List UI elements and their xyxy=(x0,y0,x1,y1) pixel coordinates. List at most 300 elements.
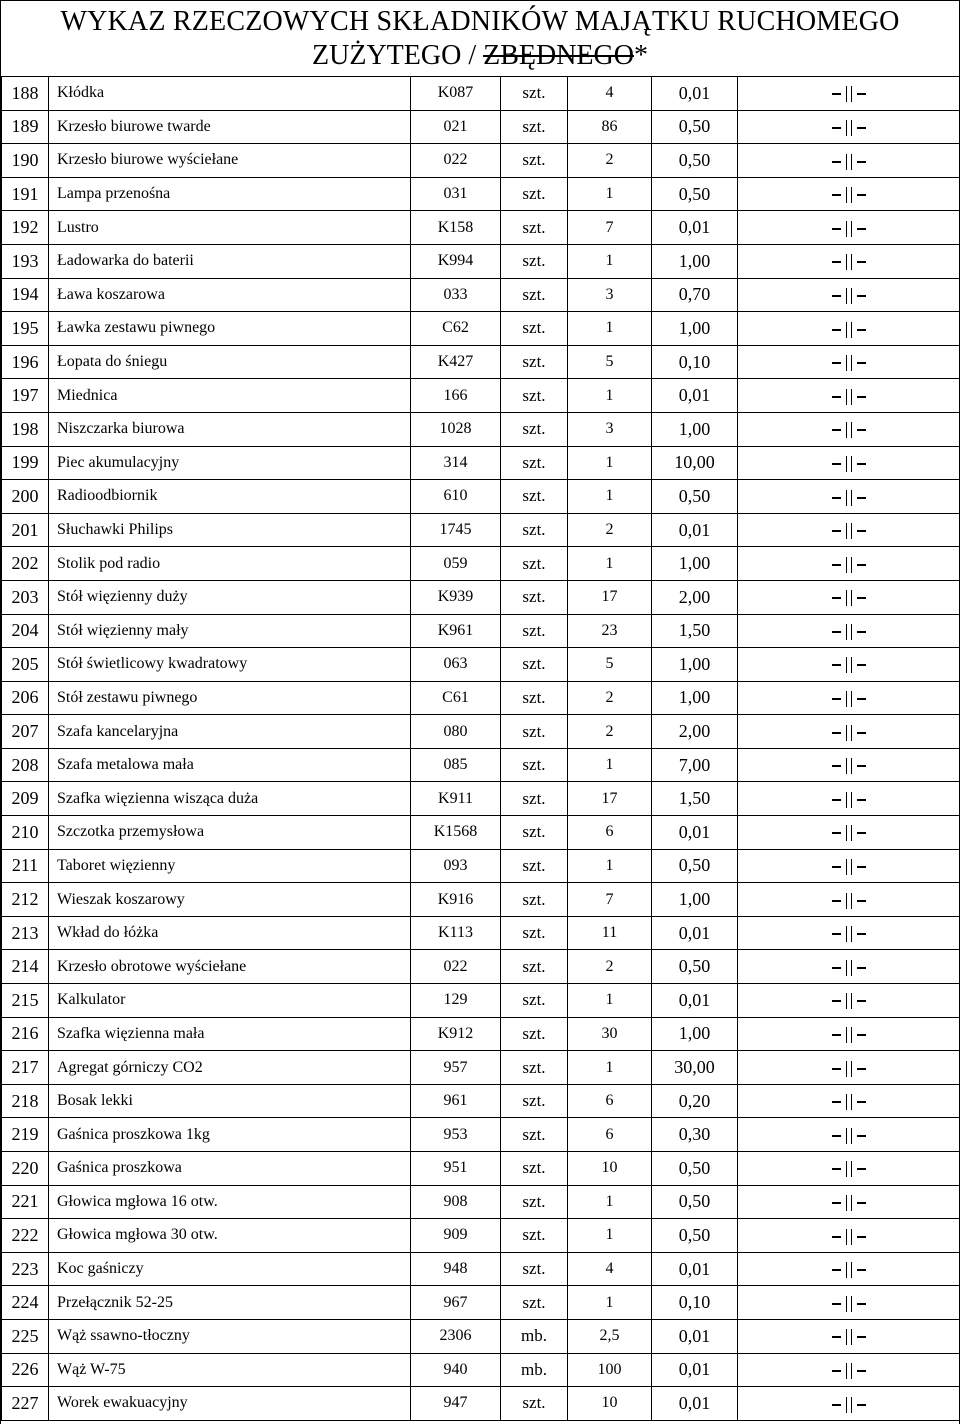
item-value: 30,00 xyxy=(652,1051,738,1085)
double-bar-icon xyxy=(846,590,852,606)
double-bar-icon xyxy=(846,624,852,640)
item-code: 953 xyxy=(411,1118,501,1152)
table-row xyxy=(2,513,960,547)
item-code: 129 xyxy=(411,984,501,1018)
table-row xyxy=(2,379,960,413)
row-number: 205 xyxy=(2,648,49,682)
dash-icon xyxy=(832,396,841,398)
double-bar-icon xyxy=(846,657,852,673)
item-name: Stolik pod radio xyxy=(49,547,411,581)
item-quantity: 1 xyxy=(568,379,652,413)
double-bar-icon xyxy=(846,960,852,976)
item-code: 2306 xyxy=(411,1319,501,1353)
item-value: 1,00 xyxy=(652,547,738,581)
empty-mark xyxy=(738,883,960,917)
item-code: 948 xyxy=(411,1252,501,1286)
empty-mark xyxy=(738,446,960,480)
dash-icon xyxy=(857,799,866,801)
table-row xyxy=(2,1152,960,1186)
double-bar-icon xyxy=(846,456,852,472)
dash-icon xyxy=(832,1404,841,1406)
dash-icon xyxy=(857,1168,866,1170)
item-value: 1,00 xyxy=(652,244,738,278)
dash-icon xyxy=(832,429,841,431)
dash-icon xyxy=(832,564,841,566)
item-quantity: 23 xyxy=(568,614,652,648)
item-quantity: 4 xyxy=(568,77,652,111)
table-row xyxy=(2,77,960,111)
item-code: 021 xyxy=(411,110,501,144)
item-name: Gaśnica proszkowa xyxy=(49,1152,411,1186)
item-value: 1,50 xyxy=(652,614,738,648)
empty-mark xyxy=(738,950,960,984)
dash-icon xyxy=(832,933,841,935)
item-value: 0,50 xyxy=(652,110,738,144)
row-number: 215 xyxy=(2,984,49,1018)
item-quantity: 1 xyxy=(568,1286,652,1320)
item-quantity: 5 xyxy=(568,648,652,682)
item-unit: szt. xyxy=(501,849,568,883)
item-quantity: 2 xyxy=(568,681,652,715)
dash-icon xyxy=(832,832,841,834)
item-value: 10,00 xyxy=(652,446,738,480)
double-bar-icon xyxy=(846,1195,852,1211)
item-quantity: 17 xyxy=(568,782,652,816)
empty-mark xyxy=(738,110,960,144)
row-number: 200 xyxy=(2,480,49,514)
item-value: 7,00 xyxy=(652,748,738,782)
double-bar-icon xyxy=(846,187,852,203)
row-number: 208 xyxy=(2,748,49,782)
dash-icon xyxy=(857,1404,866,1406)
double-bar-icon xyxy=(846,322,852,338)
item-code: 961 xyxy=(411,1084,501,1118)
double-bar-icon xyxy=(846,792,852,808)
dash-icon xyxy=(832,1000,841,1002)
table-row xyxy=(2,916,960,950)
double-bar-icon xyxy=(846,86,852,102)
item-name: Przełącznik 52-25 xyxy=(49,1286,411,1320)
item-name: Kalkulator xyxy=(49,984,411,1018)
item-name: Głowica mgłowa 16 otw. xyxy=(49,1185,411,1219)
item-unit: szt. xyxy=(501,177,568,211)
dash-icon xyxy=(832,228,841,230)
table-row xyxy=(2,1185,960,1219)
item-quantity: 2 xyxy=(568,950,652,984)
row-number: 216 xyxy=(2,1017,49,1051)
dash-icon xyxy=(832,194,841,196)
row-number: 191 xyxy=(2,177,49,211)
item-name: Lustro xyxy=(49,211,411,245)
dash-icon xyxy=(857,664,866,666)
item-unit: szt. xyxy=(501,144,568,178)
row-number: 189 xyxy=(2,110,49,144)
item-code: 059 xyxy=(411,547,501,581)
table-row xyxy=(2,144,960,178)
item-code: 957 xyxy=(411,1051,501,1085)
item-name: Koc gaśniczy xyxy=(49,1252,411,1286)
row-number: 225 xyxy=(2,1319,49,1353)
table-row xyxy=(2,984,960,1018)
empty-mark xyxy=(738,1152,960,1186)
item-value: 1,00 xyxy=(652,1017,738,1051)
item-unit: szt. xyxy=(501,211,568,245)
empty-mark xyxy=(738,648,960,682)
item-quantity: 7 xyxy=(568,883,652,917)
dash-icon xyxy=(857,497,866,499)
dash-icon xyxy=(857,1135,866,1137)
row-number: 212 xyxy=(2,883,49,917)
row-number: 192 xyxy=(2,211,49,245)
item-name: Szafka więzienna wisząca duża xyxy=(49,782,411,816)
row-number: 224 xyxy=(2,1286,49,1320)
item-name: Stół więzienny duży xyxy=(49,580,411,614)
item-unit: szt. xyxy=(501,1252,568,1286)
table-row xyxy=(2,648,960,682)
item-quantity: 6 xyxy=(568,1118,652,1152)
item-code: 033 xyxy=(411,278,501,312)
empty-mark xyxy=(738,278,960,312)
dash-icon xyxy=(857,1336,866,1338)
dash-icon xyxy=(857,564,866,566)
item-quantity: 1 xyxy=(568,177,652,211)
item-name: Gaśnica proszkowa 1kg xyxy=(49,1118,411,1152)
table-row xyxy=(2,211,960,245)
item-value: 0,50 xyxy=(652,1152,738,1186)
item-unit: mb. xyxy=(501,1353,568,1387)
dash-icon xyxy=(832,765,841,767)
dash-icon xyxy=(832,329,841,331)
dash-icon xyxy=(857,194,866,196)
row-number: 222 xyxy=(2,1219,49,1253)
item-value: 0,01 xyxy=(652,1353,738,1387)
item-quantity: 6 xyxy=(568,816,652,850)
empty-mark xyxy=(738,211,960,245)
double-bar-icon xyxy=(846,926,852,942)
row-number: 190 xyxy=(2,144,49,178)
empty-mark xyxy=(738,580,960,614)
item-value: 0,70 xyxy=(652,278,738,312)
table-row xyxy=(2,1353,960,1387)
double-bar-icon xyxy=(846,1262,852,1278)
item-code: 063 xyxy=(411,648,501,682)
item-quantity: 1 xyxy=(568,547,652,581)
item-code: 022 xyxy=(411,144,501,178)
table-row xyxy=(2,1319,960,1353)
item-value: 0,01 xyxy=(652,916,738,950)
empty-mark xyxy=(738,1118,960,1152)
item-code: 314 xyxy=(411,446,501,480)
dash-icon xyxy=(832,161,841,163)
double-bar-icon xyxy=(846,758,852,774)
dash-icon xyxy=(832,1135,841,1137)
item-value: 2,00 xyxy=(652,580,738,614)
empty-mark xyxy=(738,1084,960,1118)
table-row xyxy=(2,1084,960,1118)
dash-icon xyxy=(832,732,841,734)
item-name: Stół zestawu piwnego xyxy=(49,681,411,715)
dash-icon xyxy=(832,597,841,599)
double-bar-icon xyxy=(846,1061,852,1077)
double-bar-icon xyxy=(846,288,852,304)
item-quantity: 3 xyxy=(568,278,652,312)
dash-icon xyxy=(832,631,841,633)
empty-mark xyxy=(738,1252,960,1286)
item-quantity: 30 xyxy=(568,1017,652,1051)
item-code: K994 xyxy=(411,244,501,278)
item-quantity: 1 xyxy=(568,312,652,346)
row-number: 209 xyxy=(2,782,49,816)
table-row xyxy=(2,547,960,581)
table-row xyxy=(2,278,960,312)
dash-icon xyxy=(857,1101,866,1103)
title-line-1: WYKAZ RZECZOWYCH SKŁADNIKÓW MAJĄTKU RUCHOMEGO xyxy=(60,6,900,37)
title-plain: ZUŻYTEGO / xyxy=(312,40,484,71)
item-code: K427 xyxy=(411,345,501,379)
empty-mark xyxy=(738,1185,960,1219)
dash-icon xyxy=(857,463,866,465)
item-name: Krzesło obrotowe wyściełane xyxy=(49,950,411,984)
double-bar-icon xyxy=(846,1027,852,1043)
double-bar-icon xyxy=(846,154,852,170)
item-unit: szt. xyxy=(501,1286,568,1320)
table-row xyxy=(2,480,960,514)
item-value: 0,50 xyxy=(652,177,738,211)
item-value: 0,01 xyxy=(652,211,738,245)
dash-icon xyxy=(832,664,841,666)
double-bar-icon xyxy=(846,1397,852,1413)
dash-icon xyxy=(857,1202,866,1204)
item-value: 0,50 xyxy=(652,144,738,178)
double-bar-icon xyxy=(846,490,852,506)
item-value: 0,50 xyxy=(652,480,738,514)
row-number: 197 xyxy=(2,379,49,413)
dash-icon xyxy=(832,295,841,297)
table-row xyxy=(2,849,960,883)
empty-mark xyxy=(738,1353,960,1387)
dash-icon xyxy=(832,1370,841,1372)
table-row xyxy=(2,1387,960,1421)
item-code: K939 xyxy=(411,580,501,614)
item-name: Ładowarka do baterii xyxy=(49,244,411,278)
item-name: Agregat górniczy CO2 xyxy=(49,1051,411,1085)
empty-mark xyxy=(738,916,960,950)
row-number: 219 xyxy=(2,1118,49,1152)
item-value: 1,00 xyxy=(652,312,738,346)
row-number: 202 xyxy=(2,547,49,581)
empty-mark xyxy=(738,480,960,514)
row-number: 213 xyxy=(2,916,49,950)
dash-icon xyxy=(832,1202,841,1204)
item-code: 085 xyxy=(411,748,501,782)
item-value: 0,50 xyxy=(652,1219,738,1253)
item-value: 1,00 xyxy=(652,648,738,682)
item-value: 0,01 xyxy=(652,816,738,850)
item-value: 0,20 xyxy=(652,1084,738,1118)
item-quantity: 1 xyxy=(568,1185,652,1219)
item-code: 031 xyxy=(411,177,501,211)
row-number: 199 xyxy=(2,446,49,480)
item-name: Niszczarka biurowa xyxy=(49,412,411,446)
item-quantity: 1 xyxy=(568,480,652,514)
dash-icon xyxy=(832,1303,841,1305)
dash-icon xyxy=(832,1168,841,1170)
item-name: Krzesło biurowe twarde xyxy=(49,110,411,144)
double-bar-icon xyxy=(846,355,852,371)
item-quantity: 6 xyxy=(568,1084,652,1118)
double-bar-icon xyxy=(846,422,852,438)
empty-mark xyxy=(738,345,960,379)
dash-icon xyxy=(832,698,841,700)
double-bar-icon xyxy=(846,1161,852,1177)
item-unit: szt. xyxy=(501,412,568,446)
row-number: 196 xyxy=(2,345,49,379)
table-row xyxy=(2,1051,960,1085)
double-bar-icon xyxy=(846,1329,852,1345)
empty-mark xyxy=(738,681,960,715)
item-quantity: 1 xyxy=(568,849,652,883)
item-quantity: 4 xyxy=(568,1252,652,1286)
item-name: Lampa przenośna xyxy=(49,177,411,211)
dash-icon xyxy=(857,732,866,734)
item-unit: szt. xyxy=(501,681,568,715)
double-bar-icon xyxy=(846,725,852,741)
dash-icon xyxy=(832,463,841,465)
row-number: 211 xyxy=(2,849,49,883)
item-quantity: 10 xyxy=(568,1387,652,1421)
empty-mark xyxy=(738,984,960,1018)
item-code: 093 xyxy=(411,849,501,883)
dash-icon xyxy=(857,832,866,834)
double-bar-icon xyxy=(846,523,852,539)
double-bar-icon xyxy=(846,557,852,573)
item-quantity: 11 xyxy=(568,916,652,950)
table-row xyxy=(2,177,960,211)
dash-icon xyxy=(857,1303,866,1305)
item-unit: szt. xyxy=(501,312,568,346)
item-unit: szt. xyxy=(501,547,568,581)
item-code: 940 xyxy=(411,1353,501,1387)
dash-icon xyxy=(857,1370,866,1372)
item-value: 0,01 xyxy=(652,379,738,413)
dash-icon xyxy=(832,1336,841,1338)
item-quantity: 10 xyxy=(568,1152,652,1186)
item-value: 0,30 xyxy=(652,1118,738,1152)
item-value: 1,00 xyxy=(652,883,738,917)
double-bar-icon xyxy=(846,893,852,909)
item-value: 0,01 xyxy=(652,1252,738,1286)
table-row xyxy=(2,244,960,278)
dash-icon xyxy=(857,127,866,129)
table-row xyxy=(2,312,960,346)
item-code: K911 xyxy=(411,782,501,816)
dash-icon xyxy=(857,698,866,700)
item-quantity: 2,5 xyxy=(568,1319,652,1353)
table-row xyxy=(2,614,960,648)
item-value: 1,00 xyxy=(652,412,738,446)
inventory-table xyxy=(1,76,960,1421)
item-unit: szt. xyxy=(501,883,568,917)
item-unit: szt. xyxy=(501,1387,568,1421)
item-unit: szt. xyxy=(501,614,568,648)
item-code: 951 xyxy=(411,1152,501,1186)
item-code: 909 xyxy=(411,1219,501,1253)
row-number: 203 xyxy=(2,580,49,614)
dash-icon xyxy=(832,900,841,902)
double-bar-icon xyxy=(846,120,852,136)
item-quantity: 17 xyxy=(568,580,652,614)
dash-icon xyxy=(832,127,841,129)
item-code: K1568 xyxy=(411,816,501,850)
item-name: Bosak lekki xyxy=(49,1084,411,1118)
item-quantity: 1 xyxy=(568,984,652,1018)
item-unit: szt. xyxy=(501,1185,568,1219)
row-number: 226 xyxy=(2,1353,49,1387)
empty-mark xyxy=(738,144,960,178)
row-number: 221 xyxy=(2,1185,49,1219)
item-unit: szt. xyxy=(501,77,568,111)
item-quantity: 2 xyxy=(568,715,652,749)
empty-mark xyxy=(738,177,960,211)
item-code: 166 xyxy=(411,379,501,413)
empty-mark xyxy=(738,849,960,883)
empty-mark xyxy=(738,614,960,648)
dash-icon xyxy=(857,1269,866,1271)
double-bar-icon xyxy=(846,1128,852,1144)
item-quantity: 7 xyxy=(568,211,652,245)
table-row xyxy=(2,1118,960,1152)
row-number: 210 xyxy=(2,816,49,850)
item-name: Ławka zestawu piwnego xyxy=(49,312,411,346)
dash-icon xyxy=(857,228,866,230)
item-name: Krzesło biurowe wyściełane xyxy=(49,144,411,178)
item-unit: szt. xyxy=(501,1051,568,1085)
item-name: Szczotka przemysłowa xyxy=(49,816,411,850)
double-bar-icon xyxy=(846,859,852,875)
item-quantity: 100 xyxy=(568,1353,652,1387)
item-code: K087 xyxy=(411,77,501,111)
item-quantity: 1 xyxy=(568,446,652,480)
item-value: 0,01 xyxy=(652,984,738,1018)
dash-icon xyxy=(857,261,866,263)
item-code: K912 xyxy=(411,1017,501,1051)
item-name: Słuchawki Philips xyxy=(49,513,411,547)
item-quantity: 1 xyxy=(568,244,652,278)
double-bar-icon xyxy=(846,1229,852,1245)
dash-icon xyxy=(832,362,841,364)
title-line-2 xyxy=(1,39,959,73)
dash-icon xyxy=(857,866,866,868)
dash-icon xyxy=(857,93,866,95)
dash-icon xyxy=(832,799,841,801)
empty-mark xyxy=(738,513,960,547)
table-row xyxy=(2,782,960,816)
dash-icon xyxy=(857,900,866,902)
double-bar-icon xyxy=(846,1363,852,1379)
item-unit: szt. xyxy=(501,110,568,144)
document-header xyxy=(1,1,959,76)
dash-icon xyxy=(857,597,866,599)
item-code: 610 xyxy=(411,480,501,514)
empty-mark xyxy=(738,379,960,413)
item-code: 1028 xyxy=(411,412,501,446)
item-unit: szt. xyxy=(501,1219,568,1253)
item-code: K158 xyxy=(411,211,501,245)
table-row xyxy=(2,1017,960,1051)
item-quantity: 1 xyxy=(568,1219,652,1253)
item-unit: szt. xyxy=(501,748,568,782)
item-quantity: 2 xyxy=(568,513,652,547)
